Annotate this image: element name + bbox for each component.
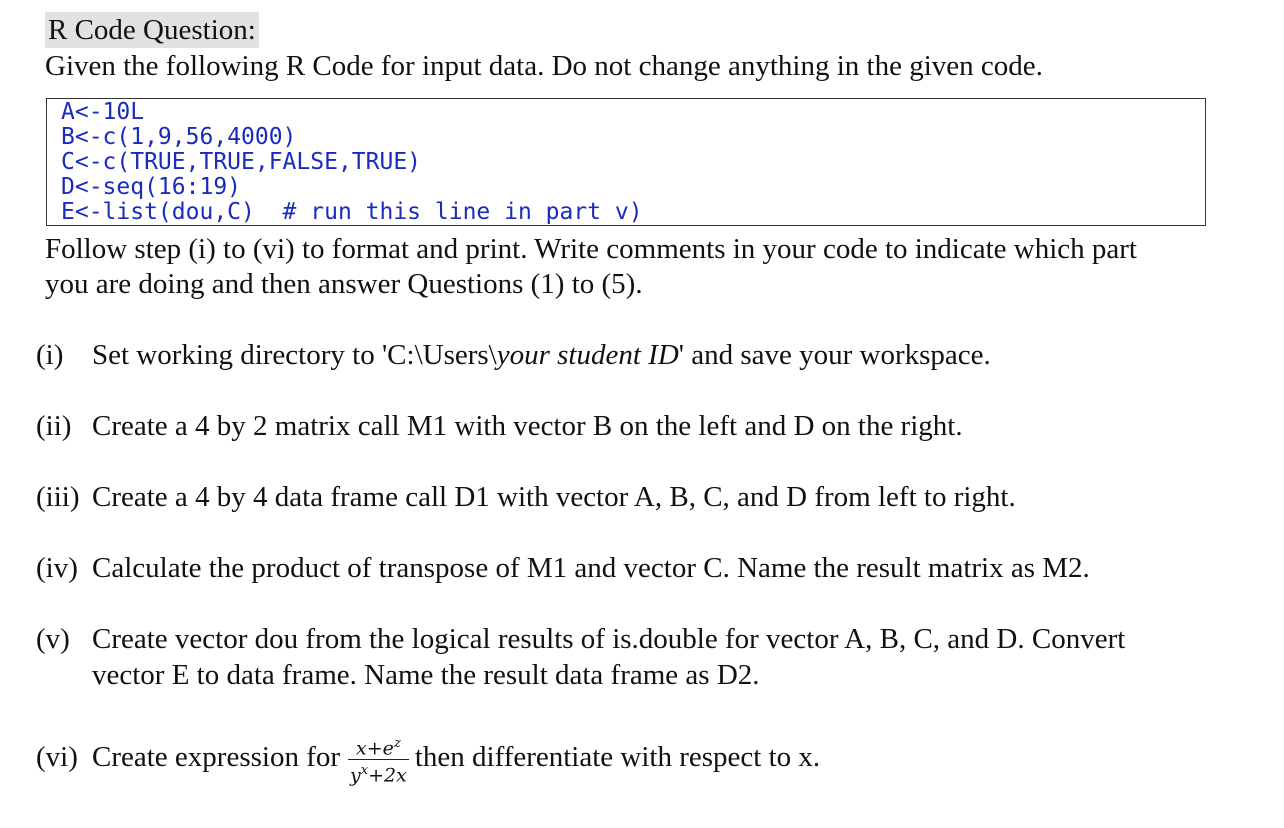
- instructions-line-1: Follow step (i) to (vi) to format and print. Write comments in your code to indicate which part: [45, 233, 1137, 265]
- step-number: (iii): [36, 481, 80, 513]
- step-v-continuation: vector E to data frame. Name the result data frame as D2.: [92, 659, 760, 691]
- step-v: [36, 621, 1125, 657]
- step-number: (i): [36, 339, 64, 371]
- step-text: then differentiate with respect to x.: [414, 741, 821, 773]
- question-heading: R Code Question:: [45, 12, 259, 48]
- code-line: E<-list(dou,C) # run this line in part v): [61, 199, 643, 225]
- instructions-line-2: you are doing and then answer Questions (1) to (5).: [45, 268, 643, 300]
- step-i: [36, 337, 991, 373]
- fraction-expression: [348, 733, 409, 787]
- code-line: A<-10L: [61, 99, 145, 125]
- step-number: (vi): [36, 741, 78, 773]
- step-text: Set working directory to 'C:\Users\: [92, 339, 497, 371]
- step-number: (ii): [36, 410, 72, 442]
- code-line: C<-c(TRUE,TRUE,FALSE,TRUE): [61, 149, 422, 175]
- step-text: Calculate the product of transpose of M1 and vector C. Name the result matrix as M2.: [92, 552, 1090, 584]
- code-line: B<-c(1,9,56,4000): [61, 124, 297, 150]
- intro-text: Given the following R Code for input data. Do not change anything in the given code.: [45, 50, 1043, 82]
- step-iv: [36, 550, 1090, 586]
- step-text: Create a 4 by 2 matrix call M1 with vector B on the left and D on the right.: [92, 410, 963, 442]
- step-text: ' and save your workspace.: [678, 339, 991, 371]
- step-text: Create expression for: [92, 741, 341, 773]
- step-number: (v): [36, 623, 70, 655]
- step-iii: [36, 479, 1016, 515]
- fraction-numerator: $x+e^z$: [348, 733, 409, 760]
- step-text-italic: your student ID: [496, 339, 679, 371]
- step-ii: [36, 408, 963, 444]
- code-line: D<-seq(16:19): [61, 174, 242, 200]
- step-vi: [36, 722, 820, 792]
- code-block: [46, 98, 1206, 226]
- step-text: Create a 4 by 4 data frame call D1 with vector A, B, C, and D from left to right.: [92, 481, 1016, 513]
- step-text: Create vector dou from the logical results of is.double for vector A, B, C, and D. Convert: [92, 623, 1126, 655]
- step-number: (iv): [36, 552, 78, 584]
- fraction-denominator: $y^x+2x$: [350, 762, 407, 787]
